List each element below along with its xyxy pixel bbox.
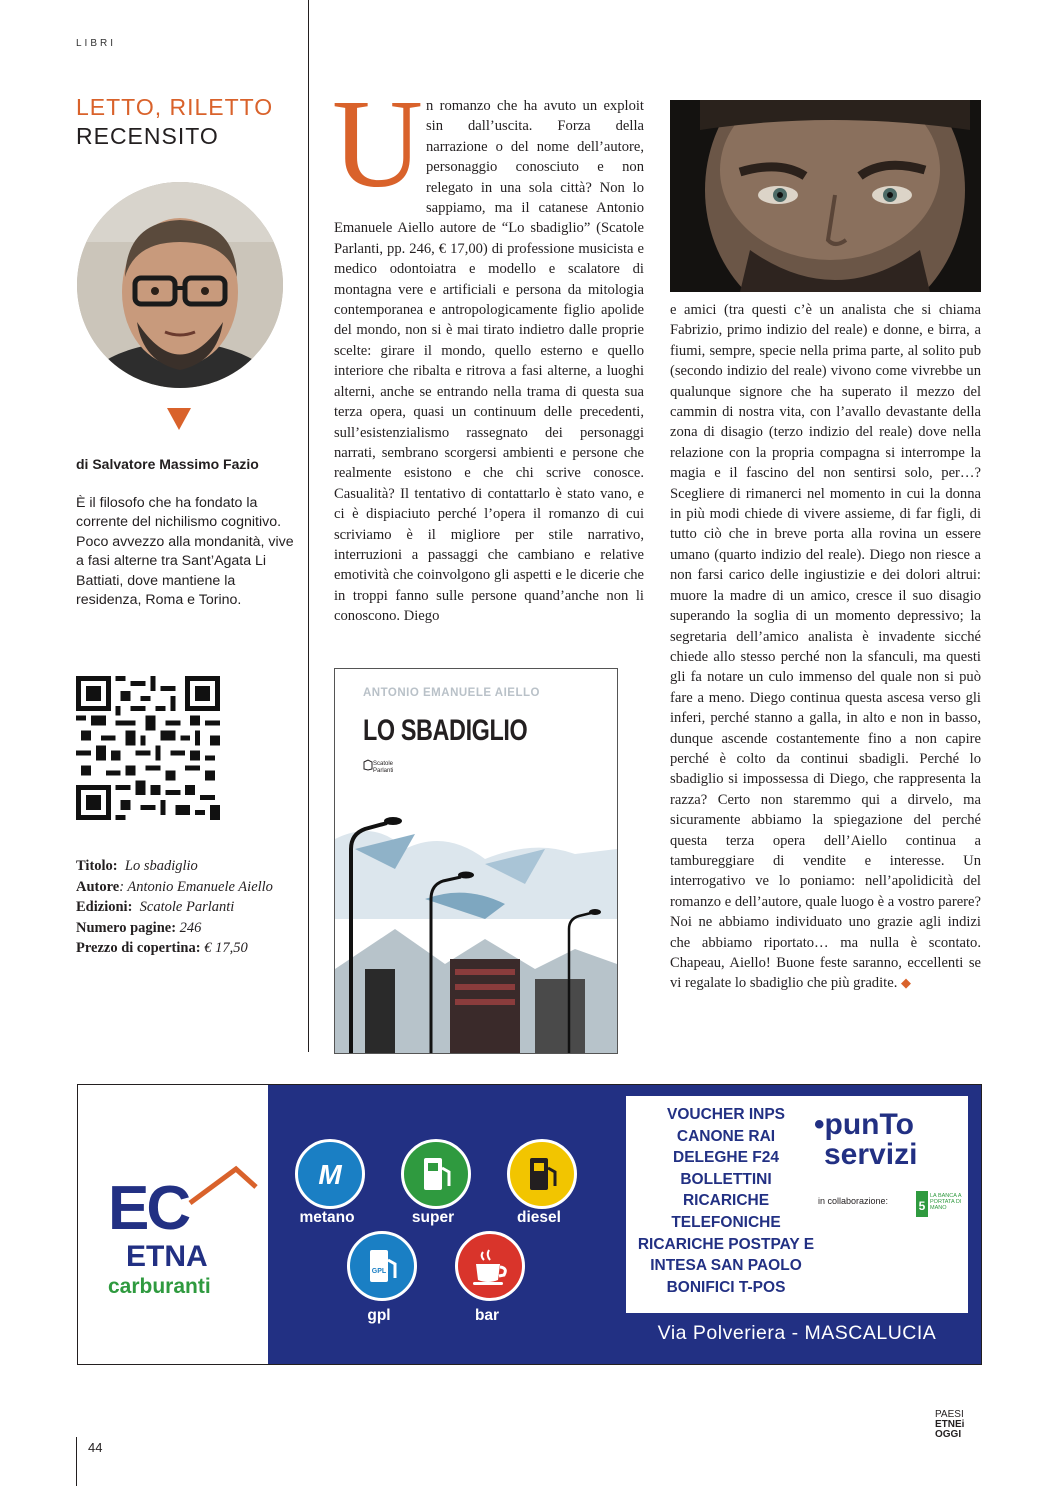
qr-code[interactable]: [76, 676, 220, 820]
down-triangle-icon: [167, 408, 191, 430]
book-cover-illustration: [335, 779, 617, 1053]
ad-brand-panel: [78, 1085, 268, 1364]
author-portrait-image: [77, 182, 283, 388]
author-avatar: [77, 182, 283, 388]
article-text-part1: n romanzo che ha avuto un exploit sin dall’uscita. Forza della narrazione o del nome dell’autore, personaggio conosciuto e non relegato in una sola città? Non lo sappiamo, ma il catanese Antonio Emanuele Aiello autore de “Lo sbadiglio” (Scatole Parlanti, pp. 246, € 17,00) di professione musicista e medico odontoiatra e modello e scalatore di montagna vere e artificiali e persona da mitologia contemporanea e antropologicamente figlio apolide del mondo, non si è mai tirato indietro dalle proprie scelte: girare il mondo, quello esterno e quello interiore che ribalta e ritrova a fasi alterne, a luoghi alterni, anche se entrando nella trama di questa sua terza opera, quasi un continuum delle precedenti, sull’esistenzialismo rassegnato dei personaggi narrati, sembrano scorgersi ambienti e persone che realmente esistono e che chi scrive conosce. Casualità? Il tentativo di contattarlo è stato vano, e ci è dispiaciuto perché l’opera il romanzo di cui scriviamo è il migliore per stile narrativo, interruzioni a passaggi che cambiano e relative emotività che coinvolgono gli aspetti e le dicerie che in troppi fanno sulle persone quand’anche non li conoscono. Diego: [334, 98, 644, 625]
publisher-value: Scatole Parlanti: [139, 899, 235, 915]
ad-brand-sub: carburanti: [108, 1275, 211, 1298]
coffee-cup-icon: [455, 1231, 525, 1301]
gpl-fuel-icon: [347, 1231, 417, 1301]
title-value: Lo sbadiglio: [124, 858, 198, 874]
book-cover-title: LO SBADIGLIO: [363, 714, 528, 747]
metano-icon: [295, 1139, 365, 1209]
fuel-label-bar: bar: [474, 1307, 500, 1324]
publisher-logo-line2: Parlanti: [373, 768, 394, 774]
book-info: [76, 856, 273, 959]
service-item: TELEFONICHE: [671, 1213, 781, 1231]
bank-text: LA BANCA A PORTATA DI MANO: [930, 1193, 962, 1211]
gpl-icon-text: GPL: [371, 1268, 387, 1275]
novelist-portrait-image: [670, 100, 981, 292]
service-item: BONIFICI T-POS: [666, 1278, 786, 1296]
fuel-label-super: super: [411, 1209, 455, 1226]
service-item: INTESA SAN PAOLO: [650, 1257, 802, 1275]
book-info-author-row: [76, 877, 273, 898]
pages-value: 246: [179, 919, 202, 936]
magazine-logo-line1: PAESI: [935, 1409, 964, 1420]
partner-logo-line2: servizi: [824, 1138, 918, 1171]
publisher-logo-line1: Scatole: [373, 761, 394, 767]
bank-logo: [916, 1191, 964, 1223]
magazine-logo-line3: OGGI: [935, 1429, 962, 1440]
ad-services-panel: [268, 1085, 981, 1364]
service-item: BOLLETTINI: [680, 1170, 772, 1188]
section-label: LIBRI: [76, 38, 117, 49]
service-item: DELEGHE F24: [673, 1149, 779, 1167]
article-column-1: [332, 75, 644, 627]
price-label: Prezzo di copertina:: [76, 940, 201, 956]
bottom-divider-line: [76, 1437, 77, 1486]
column-title-line1: LETTO, RILETTO: [76, 94, 274, 120]
fuel-label-diesel: diesel: [517, 1209, 561, 1226]
price-value: € 17,50: [204, 940, 248, 956]
ad-address: Via Polveriera - MASCALUCIA: [626, 1313, 968, 1354]
service-item: RICARICHE: [682, 1192, 770, 1210]
book-cover: [334, 668, 618, 1054]
partner-logo-line1: •punTo: [814, 1108, 914, 1141]
novelist-portrait-photo: [670, 100, 981, 292]
bank-number: 5: [916, 1191, 928, 1217]
book-cover-author: ANTONIO EMANUELE AIELLO: [363, 687, 540, 699]
column-title-line2: RECENSITO: [76, 123, 219, 149]
service-item: RICARICHE POSTPAY E: [637, 1235, 815, 1253]
super-fuel-icon: [401, 1139, 471, 1209]
author-label: Autore: [76, 878, 120, 895]
service-item: CANONE RAI: [676, 1127, 776, 1145]
author-value: : Antonio Emanuele Aiello: [119, 878, 273, 895]
svg-text:M: M: [318, 1159, 342, 1190]
top-divider-line: [308, 0, 309, 1052]
article-text-part2: [670, 300, 981, 994]
advertisement-banner[interactable]: [77, 1084, 982, 1365]
magazine-logo: [935, 1410, 964, 1440]
book-info-title-row: [76, 856, 273, 877]
fuel-label-metano: metano: [299, 1209, 355, 1226]
publisher-logo: [373, 761, 393, 775]
book-info-price-row: [76, 938, 273, 959]
services-list: [626, 1104, 826, 1298]
book-info-publisher-row: [76, 897, 273, 918]
article-column-2: [670, 300, 981, 994]
service-item: VOUCHER INPS: [667, 1106, 785, 1123]
fuel-label-gpl: gpl: [367, 1307, 391, 1324]
roof-logo-icon: [188, 1165, 258, 1205]
book-info-pages-row: [76, 918, 273, 939]
magazine-logo-line2: ETNEi: [935, 1419, 965, 1430]
publisher-label: Edizioni:: [76, 899, 133, 915]
drop-cap: U: [332, 75, 423, 214]
ad-brand-name: ETNA: [126, 1240, 208, 1273]
collaboration-label: in collaborazione:: [818, 1196, 889, 1206]
author-bio: È il filosofo che ha fondato la corrente del nichilismo cognitivo. Poco avvezzo alla mondanità, vive a fasi alterne tra Sant’Agata Li Battiati, dove mantiene la residenza, Roma e Torino.: [76, 495, 294, 609]
pages-label: Numero pagine:: [76, 919, 177, 936]
byline: di Salvatore Massimo Fazio: [76, 456, 259, 472]
punto-servizi-logo: [814, 1110, 917, 1170]
end-of-article-icon: ◆: [901, 975, 911, 991]
article-text-part2-body: e amici (tra questi c’è un analista che si chiama Fabrizio, primo indizio del reale) e donne, e birra, a fiumi, sempre, specie nella prima parte, al solito pub (secondo indizio del reale) vivono come vivrebbe un qualunque signore che ha superato il mezzo del cammin di nostra vita, con l’avallo devastante della zona di disagio (terzo indizio del reale) dove nella relazione con la propria compagna si interrompe la magia e il fascino del non sentirsi solo, per…? Scegliere di rimanerci nel momento in cui la donna in più modi chiede di vivere assieme, di far figli, di tutto ciò che in breve porta alla rovina un essere umano (quarto indizio del reale). Diego non riesce a non farsi carico delle ingiustizie e dei dolori altrui: muore la madre di un amico, cresce il suo disagio superando la soglia di un momento depressivo; la segretaria dell’amico analista è invadente sicché chiede allo stesso perché non la sfanculi, ma questi gli fa notare un culo immenso del quale non si può fare a meno. Diego continua questa ascesa verso gli inferi, perché stanno a galla, in alto e non in basso, dunque ascende costantemente fino a non capire perché è colto da continui sbadigli. Perché lo sbadiglio si impossessa di Diego, che rappresenta la razza? Certo non staremmo qui a dirvelo, ma sicuramente abbiamo la spiegazione del perché questa terza opera dell’Aiello continua a tambureggiare di vendite e interesse. Un interrogativo ve lo poniamo: nell’apolidicità del romanzo e dell’autore, quale luogo è a vostro parere? Noi ne abbiamo individuato uno grazie agli indizi che abbiamo riportato… ma nulla è scontato. Chapeau, Aiello! Buone feste saranno, eccellenti se vi regalate lo sbadiglio che più gradite.: [670, 302, 981, 992]
diesel-fuel-icon: [507, 1139, 577, 1209]
qr-code-icon: [76, 676, 220, 820]
title-label: Titolo:: [76, 858, 118, 874]
publisher-box-icon: [363, 759, 373, 771]
ad-brand-letters: EC: [108, 1174, 189, 1243]
page-number: 44: [88, 1440, 103, 1455]
